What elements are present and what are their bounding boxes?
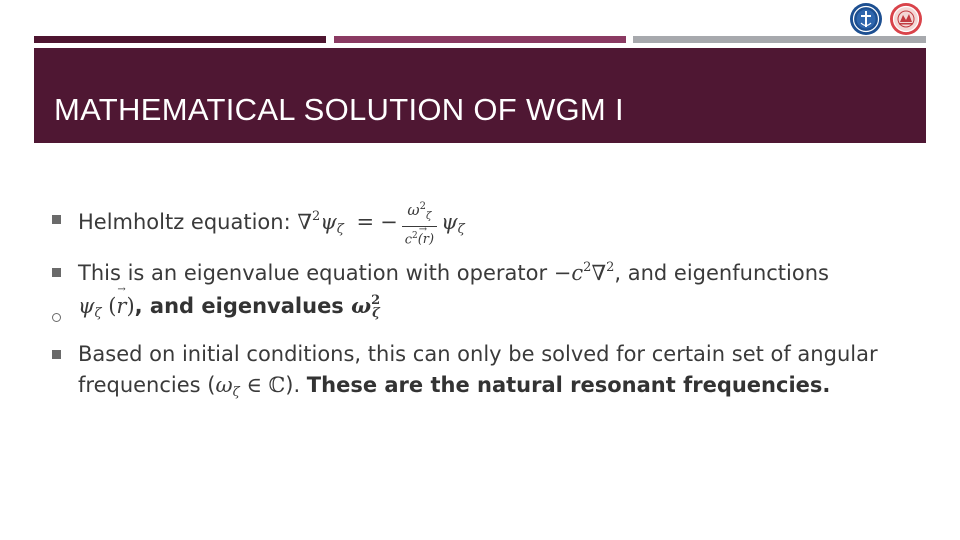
helmholtz-label: Helmholtz equation: bbox=[78, 210, 298, 235]
eigenvalue-line-1 bbox=[78, 260, 829, 285]
zeta-subscript: ζ bbox=[336, 222, 344, 238]
eigenvalues-bold-text: , and eigenvalues bbox=[134, 294, 352, 318]
c-symbol: c bbox=[404, 232, 412, 248]
complex-set-symbol: ∈ ℂ bbox=[239, 373, 286, 397]
accent-stripe-dark bbox=[34, 36, 326, 43]
omega-symbol: ω bbox=[215, 373, 233, 397]
zeta-subscript: ζ bbox=[457, 222, 465, 238]
eigenvalue-line-2 bbox=[78, 293, 380, 321]
exponent: 2 bbox=[312, 209, 321, 225]
psi-symbol: ψ bbox=[441, 210, 458, 235]
exponent: 2 bbox=[412, 231, 418, 241]
zeta-subscript: ζ bbox=[94, 306, 102, 321]
zeta-subscript: ζ bbox=[372, 306, 380, 321]
equals-sign: = bbox=[356, 210, 375, 235]
accent-stripe-light bbox=[633, 36, 926, 43]
title-bar bbox=[34, 48, 926, 143]
omega-symbol: ω bbox=[351, 293, 372, 318]
bullet-marker bbox=[52, 350, 61, 359]
operator-symbol: −c bbox=[553, 261, 584, 285]
bullet-marker bbox=[52, 268, 61, 277]
r-vector-symbol: → r bbox=[116, 294, 126, 318]
nabla-symbol: ∇ bbox=[591, 261, 607, 285]
nabla-symbol: ∇ bbox=[297, 210, 313, 235]
exponent: 2 bbox=[606, 260, 615, 275]
initial-conditions-line-1: Based on initial conditions, this can only be solved for certain set of angular bbox=[78, 342, 878, 366]
paren-close: ) bbox=[126, 294, 135, 318]
slide-title: MATHEMATICAL SOLUTION OF WGM I bbox=[54, 92, 624, 127]
university-seal-red-icon bbox=[889, 2, 923, 36]
initial-conditions-line-2 bbox=[78, 373, 830, 400]
fraction bbox=[402, 198, 437, 248]
university-seal-blue-icon bbox=[849, 2, 883, 36]
bullet-marker bbox=[52, 215, 61, 224]
natural-frequencies-bold-text: These are the natural resonant frequencies. bbox=[306, 373, 831, 397]
psi-symbol: ψ bbox=[78, 294, 95, 318]
frequencies-text: frequencies ( bbox=[78, 373, 216, 397]
sub-bullet-ring bbox=[52, 313, 61, 322]
psi-symbol: ψ bbox=[320, 210, 337, 235]
r-vector-argument: → (r) bbox=[418, 232, 434, 248]
exponent: 2 bbox=[371, 293, 381, 308]
zeta-subscript: ζ bbox=[232, 385, 240, 400]
helmholtz-equation-line bbox=[78, 198, 465, 248]
accent-stripe-mid bbox=[334, 36, 626, 43]
exponent: 2 bbox=[583, 260, 592, 275]
paren-open: ( bbox=[101, 294, 117, 318]
minus-sign: − bbox=[380, 210, 398, 235]
closing-text: ). bbox=[285, 373, 307, 397]
exponent: 2 bbox=[419, 201, 426, 212]
omega-symbol: ω bbox=[407, 201, 420, 219]
eigenfunctions-text: , and eigenfunctions bbox=[614, 261, 829, 285]
zeta-subscript: ζ bbox=[426, 211, 432, 222]
eigenvalue-text: This is an eigenvalue equation with operator bbox=[78, 261, 554, 285]
